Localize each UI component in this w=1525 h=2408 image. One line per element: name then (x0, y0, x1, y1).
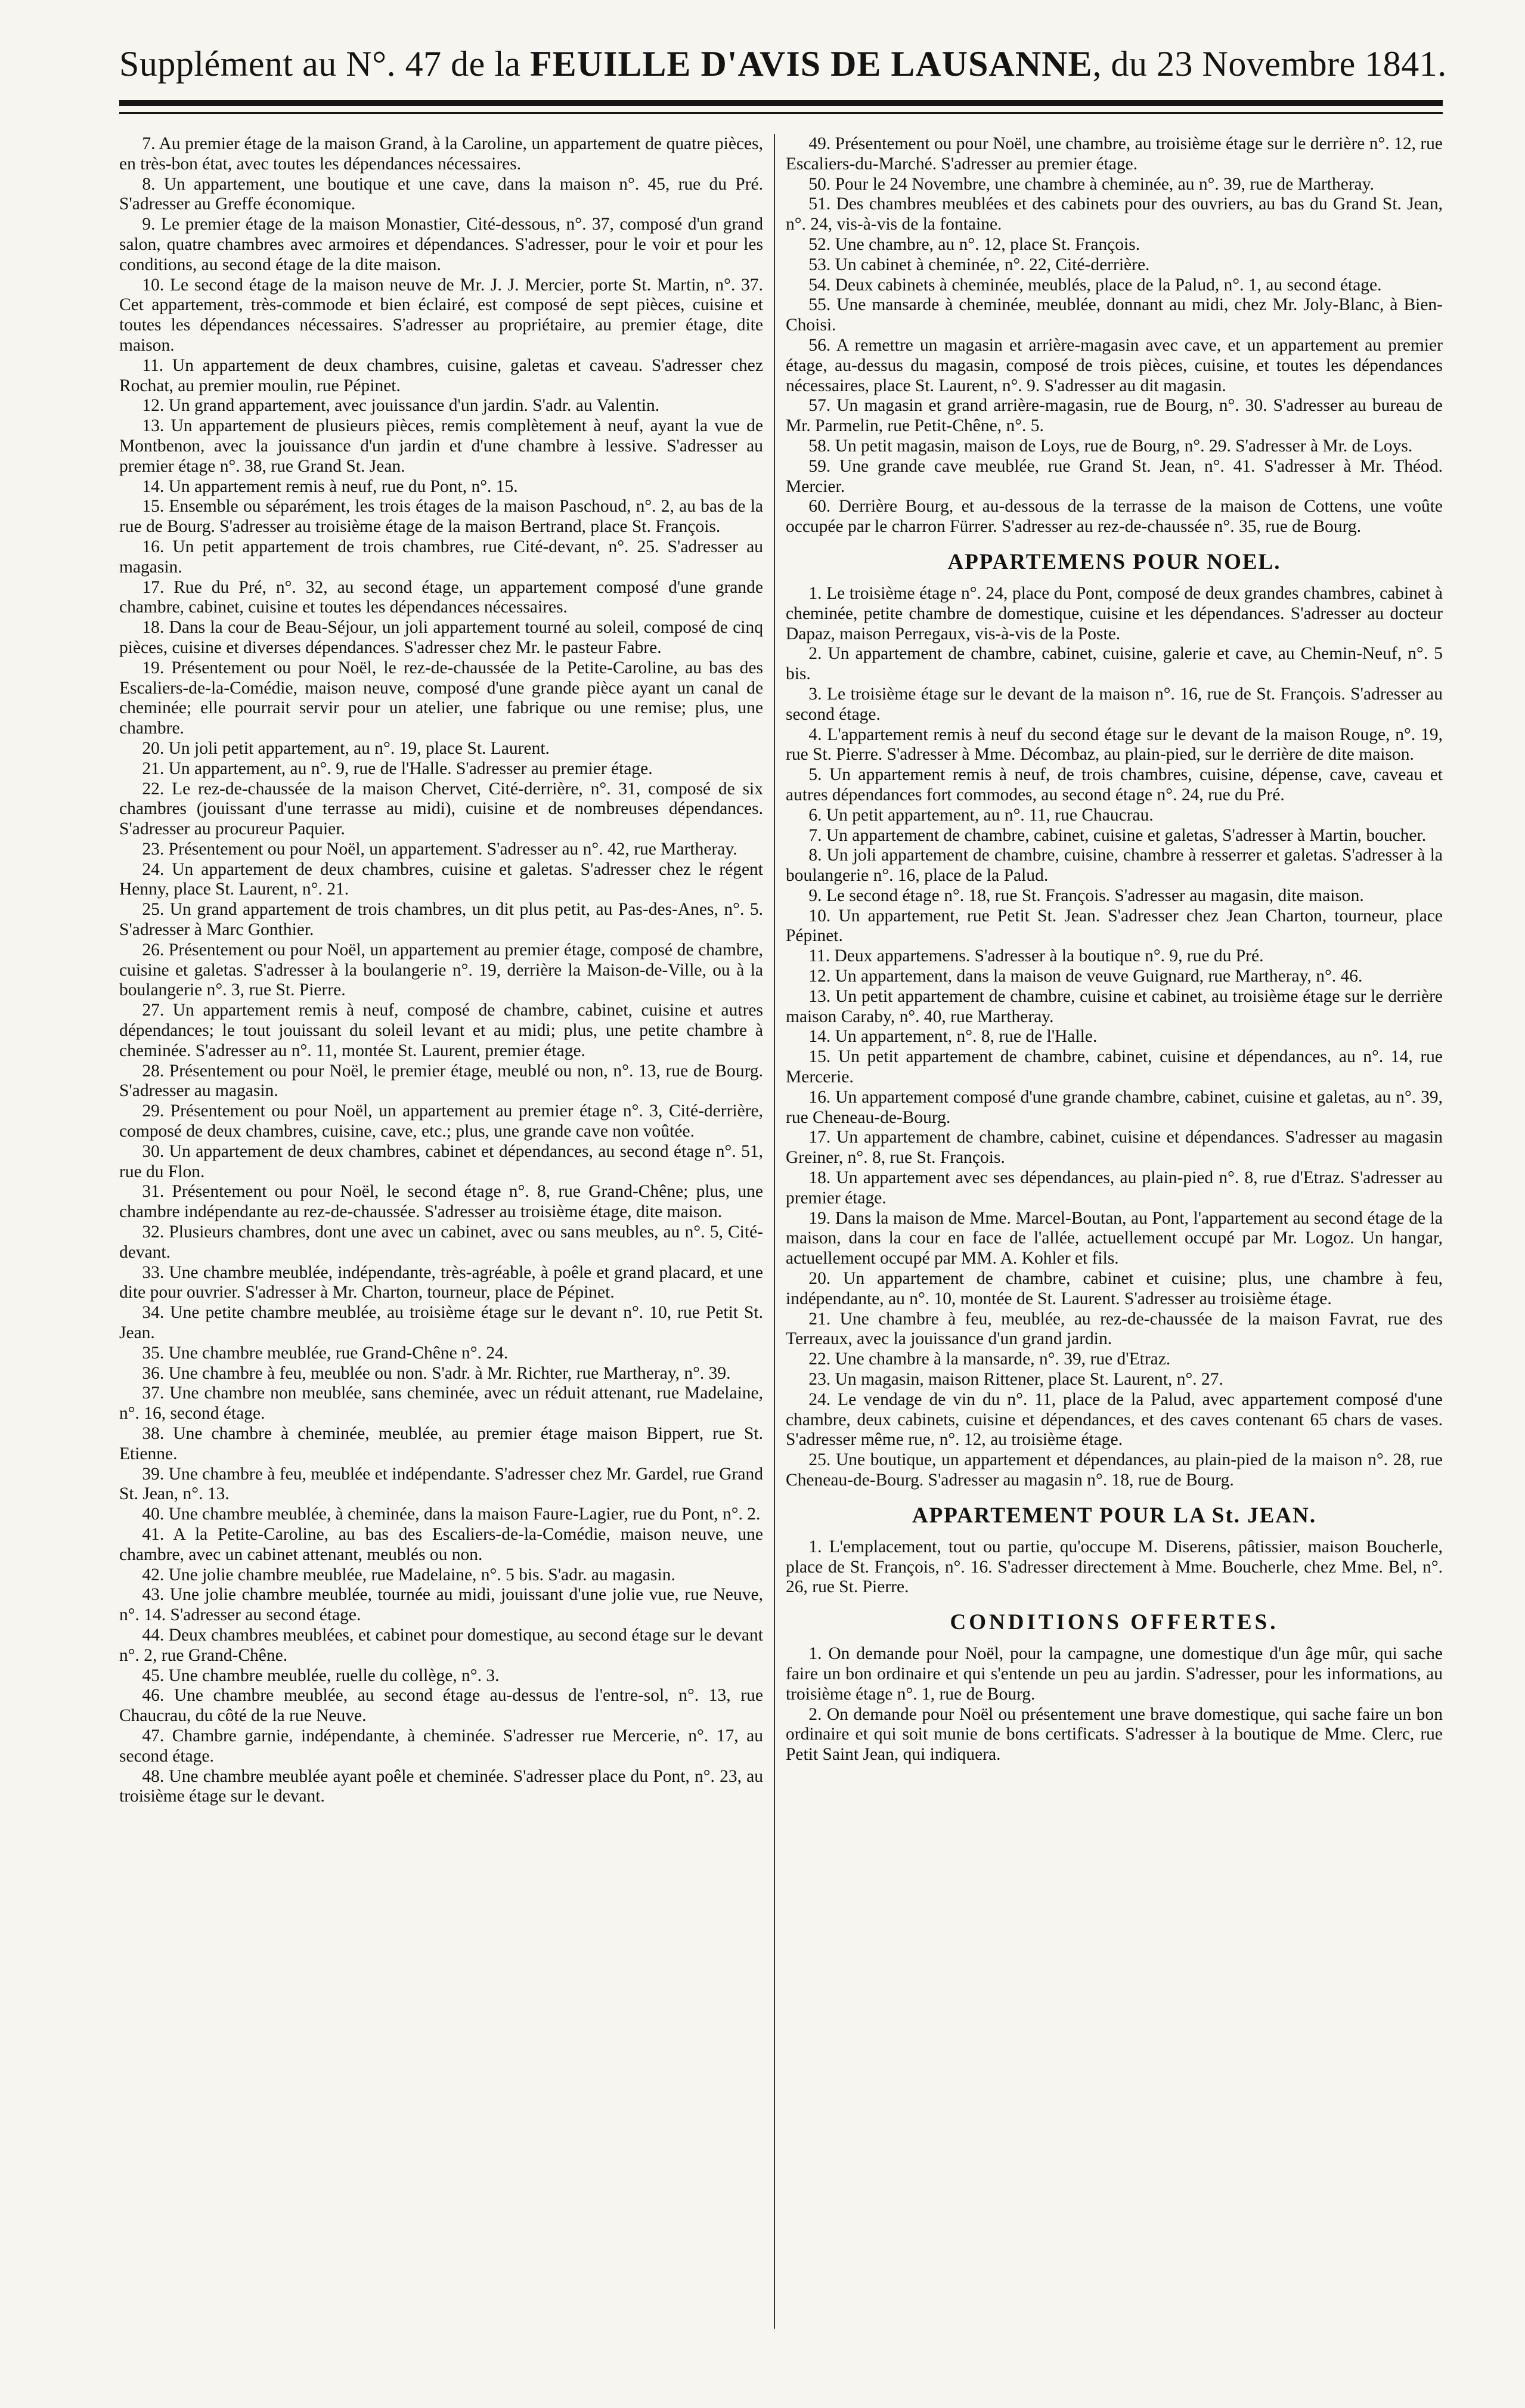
listing-item: 10. Le second étage de la maison neuve de Mr. J. J. Mercier, porte St. Martin, n°. 37. Cet appartement, très-commode et bien éclairé, est composé de sept pièces, cuisine et toutes les dépendances nécessaires. S'adresser au propriétaire, au premier étage, dite maison. (119, 275, 763, 355)
listing-item: 8. Un appartement, une boutique et une cave, dans la maison n°. 45, rue du Pré. S'adresser au Greffe économique. (119, 174, 763, 214)
listing-item: 10. Un appartement, rue Petit St. Jean. S'adresser chez Jean Charton, tourneur, place Pépinet. (786, 906, 1443, 946)
listing-item: 59. Une grande cave meublée, rue Grand St. Jean, n°. 41. S'adresser à Mr. Théod. Mercier. (786, 456, 1443, 496)
listing-item: 23. Un magasin, maison Rittener, place St. Laurent, n°. 27. (808, 1370, 1223, 1389)
listing-item: 8. Un joli appartement de chambre, cuisine, chambre à resserrer et galetas. S'adresser à la boulangerie n°. 16, place de la Palud. (786, 846, 1443, 886)
listing-item: 15. Un petit appartement de chambre, cabinet, cuisine et dépendances, au n°. 14, rue Mercerie. (786, 1047, 1443, 1087)
listing-item: 2. Un appartement de chambre, cabinet, cuisine, galerie et cave, au Chemin-Neuf, n°. 5 bis. (786, 644, 1443, 684)
header-date: , du 23 Novembre 1841. (1092, 44, 1447, 83)
listing-item: 9. Le second étage n°. 18, rue St. François. S'adresser au magasin, dite maison. (808, 886, 1364, 905)
listing-item: 24. Un appartement de deux chambres, cuisine et galetas. S'adresser chez le régent Henny, place St. Laurent, n°. 21. (119, 859, 763, 899)
listing-item: 4. L'appartement remis à neuf du second étage sur le devant de la maison Rouge, n°. 19, rue St. Pierre. S'adresser à Mme. Décombaz, au plain-pied, sur le derrière de dite maison. (786, 725, 1443, 765)
listing-item: 30. Un appartement de deux chambres, cabinet et dépendances, au second étage n°. 51, rue du Flon. (119, 1141, 763, 1181)
listing-item: 37. Une chambre non meublée, sans cheminée, avec un réduit attenant, rue Madelaine, n°. 16, second étage. (119, 1383, 763, 1423)
page-header (119, 31, 1447, 97)
section-heading: CONDITIONS OFFERTES. (950, 1610, 1279, 1635)
listing-item: 16. Un petit appartement de trois chambres, rue Cité-devant, n°. 25. S'adresser au magasin. (119, 537, 763, 577)
header-rule-thin (119, 112, 1443, 114)
listing-item: 31. Présentement ou pour Noël, le second étage n°. 8, rue Grand-Chêne; plus, une chambre indépendante au rez-de-chaussée. S'adresser au troisième étage, dite maison. (119, 1182, 763, 1222)
listing-item: 26. Présentement ou pour Noël, un appartement au premier étage, composé de chambre, cuisine et galetas. S'adresser à la boulangerie n°. 19, derrière la Maison-de-Ville, ou à la boulangerie n°. 3, rue St. Pierre. (119, 940, 763, 1000)
listing-item: 13. Un appartement de plusieurs pièces, remis complètement à neuf, ayant la vue de Montbenon, avec la jouissance d'un jardin et d'une chambre à lessive. S'adresser au premier étage n°. 38, rue Grand St. Jean. (119, 416, 763, 476)
listing-item: 2. On demande pour Noël ou présentement une brave domestique, qui sache faire un bon ordinaire et qui soit munie de bons certificats. S'adresser à la boutique de Mme. Clerc, rue Petit Saint Jean, qui indiquera. (786, 1704, 1443, 1765)
listing-item: 51. Des chambres meublées et des cabinets pour des ouvriers, au bas du Grand St. Jean, n°. 24, vis-à-vis de la fontaine. (786, 194, 1443, 234)
listing-item: 19. Présentement ou pour Noël, le rez-de-chaussée de la Petite-Caroline, au bas des Escaliers-de-la-Comédie, maison neuve, composé d'une grande pièce ayant un canal de cheminée; elle pourrait servir pour un atelier, une fabrique ou une remise; plus, une chambre. (119, 658, 763, 738)
section-heading: APPARTEMENS POUR NOEL. (947, 549, 1281, 574)
listing-item: 48. Une chambre meublée ayant poêle et cheminée. S'adresser place du Pont, n°. 23, au troisième étage sur le devant. (119, 1766, 763, 1806)
listing-item: 56. A remettre un magasin et arrière-magasin avec cave, et un appartement au premier étage, au-dessus du magasin, composé de trois pièces, cuisine, et toutes les dépendances nécessaires, place St. Laurent, n°. 9. S'adresser au dit magasin. (786, 335, 1443, 395)
newspaper-title: FEUILLE D'AVIS DE LAUSANNE (530, 44, 1093, 83)
listing-item: 46. Une chambre meublée, au second étage au-dessus de l'entre-sol, n°. 13, rue Chaucrau, du côté de la rue Neuve. (119, 1686, 763, 1726)
listing-item: 38. Une chambre à cheminée, meublée, au premier étage maison Bippert, rue St. Etienne. (119, 1424, 763, 1463)
column-divider (774, 134, 775, 2329)
listing-item: 12. Un grand appartement, avec jouissance d'un jardin. S'adr. au Valentin. (142, 396, 660, 416)
listing-item: 1. Le troisième étage n°. 24, place du Pont, composé de deux grandes chambres, cabinet à cheminée, petite chambre de domestique, cuisine et les dépendances. S'adresser au docteur Dapaz, maison Perregaux, vis-à-vis de la Poste. (786, 583, 1443, 643)
listing-item: 44. Deux chambres meublées, et cabinet pour domestique, au second étage sur le devant n°. 2, rue Grand-Chêne. (119, 1625, 763, 1665)
listing-item: 14. Un appartement, n°. 8, rue de l'Halle. (808, 1027, 1098, 1047)
listing-item: 25. Une boutique, un appartement et dépendances, au plain-pied de la maison n°. 28, rue Cheneau-de-Bourg. S'adresser au magasin n°. 18, rue de Bourg. (786, 1450, 1443, 1490)
listing-item: 1. On demande pour Noël, pour la campagne, une domestique d'un âge mûr, qui sache faire un bon ordinaire et qui s'entende un peu au jardin. S'adresser, pour les informations, au troisième étage n°. 1, rue de Bourg. (786, 1644, 1443, 1704)
listing-item: 60. Derrière Bourg, et au-dessous de la terrasse de la maison de Cottens, une voûte occupée par le charron Fürrer. S'adresser au rez-de-chaussée n°. 35, rue de Bourg. (786, 497, 1443, 537)
listing-item: 34. Une petite chambre meublée, au troisième étage sur le devant n°. 10, rue Petit St. Jean. (119, 1303, 763, 1343)
listing-item: 57. Un magasin et grand arrière-magasin, rue de Bourg, n°. 30. S'adresser au bureau de Mr. Parmelin, rue Petit-Chêne, n°. 5. (786, 396, 1443, 436)
listing-item: 15. Ensemble ou séparément, les trois étages de la maison Paschoud, n°. 2, au bas de la rue de Bourg. S'adresser au troisième étage de la maison Bertrand, place St. François. (119, 497, 763, 537)
listing-item: 43. Une jolie chambre meublée, tournée au midi, jouissant d'une jolie vue, rue Neuve, n°. 14. S'adresser au second étage. (119, 1585, 763, 1625)
listing-item: 5. Un appartement remis à neuf, de trois chambres, cuisine, dépense, cave, caveau et autres dépendances fort commodes, au second étage n°. 24, rue du Pré. (786, 765, 1443, 804)
listing-item: 11. Deux appartemens. S'adresser à la boutique n°. 9, rue du Pré. (808, 946, 1264, 966)
listing-item: 49. Présentement ou pour Noël, une chambre, au troisième étage sur le derrière n°. 12, rue Escaliers-du-Marché. S'adresser au premier étage. (786, 134, 1443, 174)
listing-item: 23. Présentement ou pour Noël, un appartement. S'adresser au n°. 42, rue Martheray. (142, 839, 737, 859)
listing-item: 52. Une chambre, au n°. 12, place St. François. (808, 234, 1140, 254)
listing-item: 29. Présentement ou pour Noël, un appartement au premier étage n°. 3, Cité-derrière, composé de deux chambres, cuisine, cave, etc.; plus, une grande cave non voûtée. (119, 1101, 763, 1141)
listing-item: 6. Un petit appartement, au n°. 11, rue Chaucrau. (808, 805, 1154, 825)
header-rule-thick (119, 100, 1443, 106)
listing-item: 42. Une jolie chambre meublée, rue Madelaine, n°. 5 bis. S'adr. au magasin. (142, 1565, 675, 1584)
listing-item: 25. Un grand appartement de trois chambres, un dit plus petit, au Pas-des-Anes, n°. 5. S'adresser à Marc Gonthier. (119, 900, 763, 940)
listing-item: 7. Un appartement de chambre, cabinet, cuisine et galetas, S'adresser à Martin, boucher. (808, 825, 1427, 845)
listing-item: 47. Chambre garnie, indépendante, à cheminée. S'adresser rue Mercerie, n°. 17, au second étage. (119, 1726, 763, 1766)
listing-item: 22. Une chambre à la mansarde, n°. 39, rue d'Etraz. (808, 1350, 1171, 1369)
listing-item: 50. Pour le 24 Novembre, une chambre à cheminée, au n°. 39, rue de Martheray. (808, 174, 1374, 194)
listing-item: 17. Rue du Pré, n°. 32, au second étage, un appartement composé d'une grande chambre, cabinet, cuisine et toutes les dépendances nécessaires. (119, 577, 763, 617)
listing-item: 40. Une chambre meublée, à cheminée, dans la maison Faure-Lagier, rue du Pont, n°. 2. (142, 1505, 761, 1524)
listing-item: 35. Une chambre meublée, rue Grand-Chêne n°. 24. (142, 1343, 509, 1363)
listing-item: 58. Un petit magasin, maison de Loys, rue de Bourg, n°. 29. S'adresser à Mr. de Loys. (808, 436, 1413, 456)
listing-item: 9. Le premier étage de la maison Monastier, Cité-dessous, n°. 37, composé d'un grand salon, quatre chambres avec armoires et dépendances. S'adresser, pour le voir et pour les conditions, au second étage de la dite maison. (119, 215, 763, 274)
listing-item: 36. Une chambre à feu, meublée ou non. S'adr. à Mr. Richter, rue Martheray, n°. 39. (142, 1363, 731, 1383)
listing-item: 3. Le troisième étage sur le devant de la maison n°. 16, rue de St. François. S'adresser au second étage. (786, 684, 1443, 724)
listing-item: 18. Dans la cour de Beau-Séjour, un joli appartement tourné au soleil, composé de cinq pièces, cuisine et diverses dépendances. S'adresser chez Mr. le pasteur Fabre. (119, 618, 763, 657)
listing-item: 7. Au premier étage de la maison Grand, à la Caroline, un appartement de quatre pièces, en très-bon état, avec toutes les dépendances nécessaires. (119, 134, 763, 174)
listing-item: 18. Un appartement avec ses dépendances, au plain-pied n°. 8, rue d'Etraz. S'adresser au premier étage. (786, 1168, 1443, 1208)
listing-item: 16. Un appartement composé d'une grande chambre, cabinet, cuisine et galetas, au n°. 39, rue Cheneau-de-Bourg. (786, 1087, 1443, 1127)
right-column (786, 134, 1443, 2382)
listing-item: 1. L'emplacement, tout ou partie, qu'occupe M. Diserens, pâtissier, maison Boucherle, place de St. François, n°. 16. S'adresser directement à Mme. Boucherle, chez Mme. Bel, n°. 26, rue St. Pierre. (786, 1537, 1443, 1597)
listing-item: 39. Une chambre à feu, meublée et indépendante. S'adresser chez Mr. Gardel, rue Grand St. Jean, n°. 13. (119, 1464, 763, 1504)
left-column (119, 134, 763, 2382)
listing-item: 22. Le rez-de-chaussée de la maison Chervet, Cité-derrière, n°. 31, composé de six chambres (jouissant d'une terrasse au midi), cuisine et de nombreuses dépendances. S'adresser au procureur Paquier. (119, 779, 763, 839)
listing-item: 32. Plusieurs chambres, dont une avec un cabinet, avec ou sans meubles, au n°. 5, Cité-devant. (119, 1222, 763, 1262)
listing-item: 41. A la Petite-Caroline, au bas des Escaliers-de-la-Comédie, maison neuve, une chambre, avec un cabinet attenant, meublés ou non. (119, 1524, 763, 1564)
listing-item: 14. Un appartement remis à neuf, rue du Pont, n°. 15. (142, 476, 518, 496)
listing-item: 24. Le vendage de vin du n°. 11, place de la Palud, avec appartement composé d'une chambre, deux cabinets, cuisine et dépendances, et des caves contenant 65 chars de vases. S'adresser même rue, n°. 12, au troisième étage. (786, 1389, 1443, 1450)
listing-item: 54. Deux cabinets à cheminée, meublés, place de la Palud, n°. 1, au second étage. (808, 275, 1382, 295)
listing-item: 27. Un appartement remis à neuf, composé de chambre, cabinet, cuisine et autres dépendances; le tout jouissant du soleil levant et au midi; plus, une petite chambre à cheminée. S'adresser au n°. 11, montée St. Laurent, premier étage. (119, 1001, 763, 1060)
listing-item: 53. Un cabinet à cheminée, n°. 22, Cité-derrière. (808, 255, 1150, 274)
listing-item: 12. Un appartement, dans la maison de veuve Guignard, rue Martheray, n°. 46. (808, 967, 1363, 986)
listing-item: 17. Un appartement de chambre, cabinet, cuisine et dépendances. S'adresser au magasin Greiner, n°. 8, rue St. François. (786, 1128, 1443, 1168)
listing-item: 20. Un appartement de chambre, cabinet et cuisine; plus, une chambre à feu, indépendante, au n°. 10, montée de St. Laurent. S'adresser au troisième étage. (786, 1269, 1443, 1308)
listing-item: 21. Une chambre à feu, meublée, au rez-de-chaussée de la maison Favrat, rue des Terreaux, avec la jouissance d'un grand jardin. (786, 1309, 1443, 1349)
listing-item: 45. Une chambre meublée, ruelle du collège, n°. 3. (142, 1666, 500, 1685)
listing-item: 21. Un appartement, au n°. 9, rue de l'Halle. S'adresser au premier étage. (142, 759, 653, 778)
listing-item: 20. Un joli petit appartement, au n°. 19, place St. Laurent. (142, 738, 550, 758)
listing-item: 19. Dans la maison de Mme. Marcel-Boutan, au Pont, l'appartement au second étage de la maison, dans la cour en face de l'allée, actuellement occupé par Mr. Logoz. Un hangar, actuellement occupé par MM. A. Kohler et fils. (786, 1208, 1443, 1268)
listing-item: 55. Une mansarde à cheminée, meublée, donnant au midi, chez Mr. Joly-Blanc, à Bien-Choisi. (786, 295, 1443, 335)
listing-item: 11. Un appartement de deux chambres, cuisine, galetas et caveau. S'adresser chez Rochat, au premier moulin, rue Pépinet. (119, 355, 763, 395)
section-heading: APPARTEMENT POUR LA St. JEAN. (912, 1503, 1317, 1528)
listing-item: 33. Une chambre meublée, indépendante, très-agréable, à poêle et grand placard, et une dite pour ouvrier. S'adresser à Mr. Charton, tourneur, place de Pépinet. (119, 1262, 763, 1302)
header-prefix: Supplément au N°. 47 de la (119, 44, 531, 83)
listing-item: 13. Un petit appartement de chambre, cuisine et cabinet, au troisième étage sur le derrière maison Caraby, n°. 40, rue Martheray. (786, 986, 1443, 1026)
listing-item: 28. Présentement ou pour Noël, le premier étage, meublé ou non, n°. 13, rue de Bourg. S'adresser au magasin. (119, 1061, 763, 1101)
